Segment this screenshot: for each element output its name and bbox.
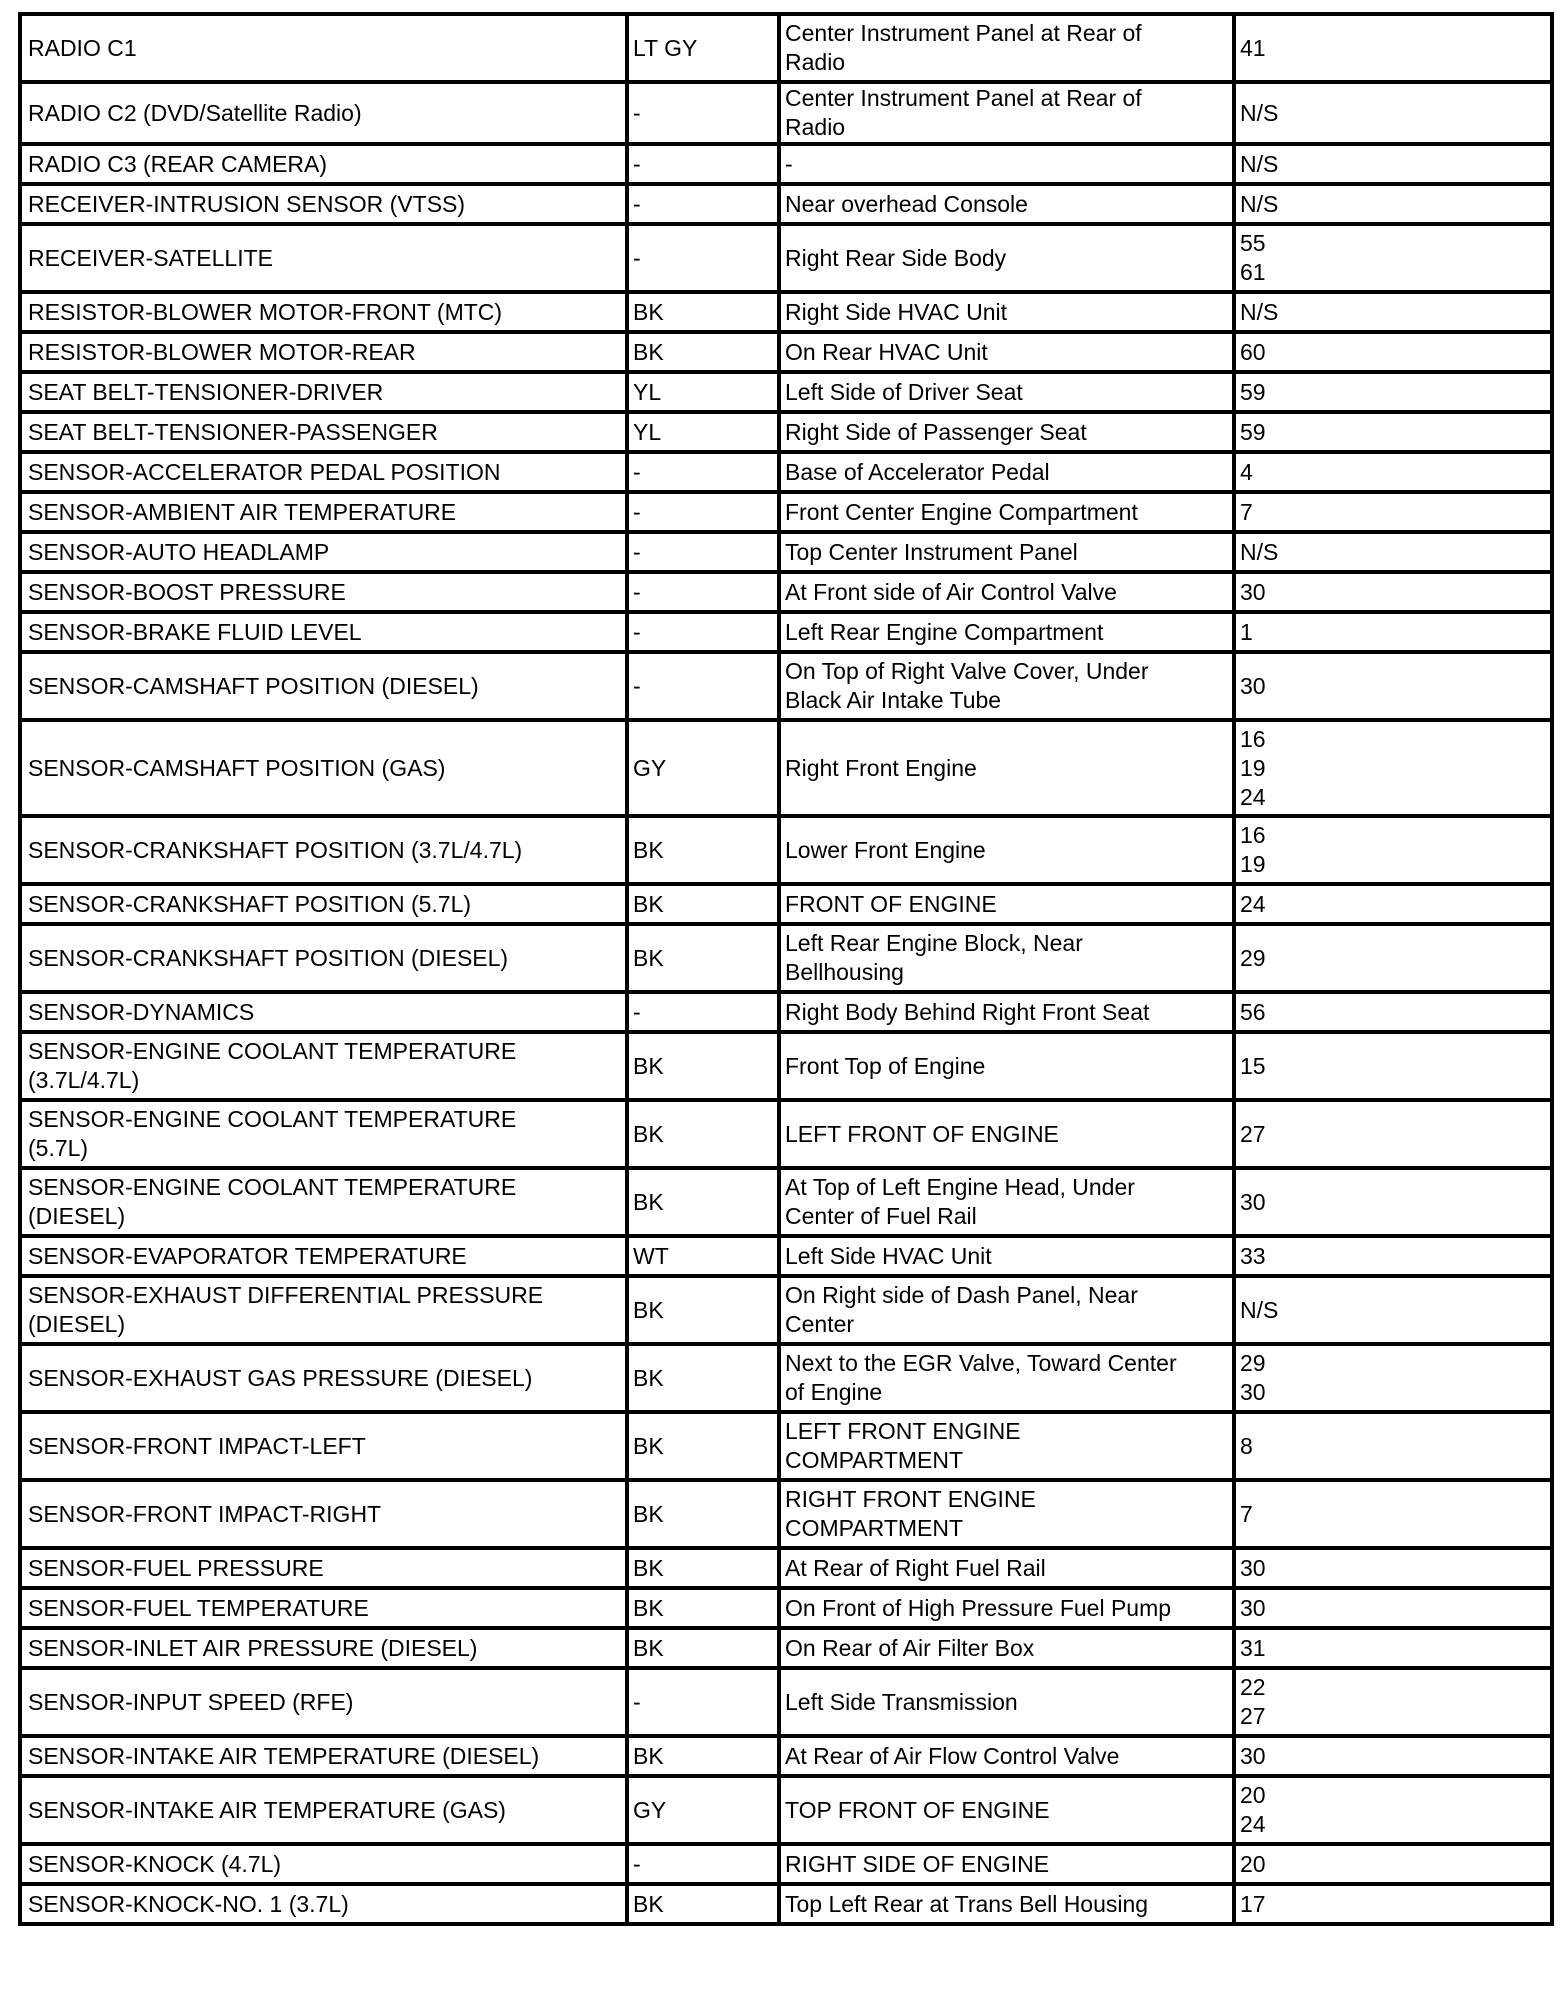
location-cell: Near overhead Console	[779, 184, 1234, 224]
location-cell: Left Side of Driver Seat	[779, 372, 1234, 412]
connector-color-cell: BK	[627, 924, 779, 992]
component-name-cell: SENSOR-ENGINE COOLANT TEMPERATURE (DIESEL)	[20, 1168, 627, 1236]
figure-number-cell: 22 27	[1234, 1668, 1552, 1736]
location-cell: LEFT FRONT OF ENGINE	[779, 1100, 1234, 1168]
component-name-cell: SEAT BELT-TENSIONER-PASSENGER	[20, 412, 627, 452]
figure-number-cell: 30	[1234, 1736, 1552, 1776]
connector-color-cell: BK	[627, 1548, 779, 1588]
location-cell: RIGHT FRONT ENGINE COMPARTMENT	[779, 1480, 1234, 1548]
component-name-cell: SENSOR-INPUT SPEED (RFE)	[20, 1668, 627, 1736]
location-cell: Left Rear Engine Compartment	[779, 612, 1234, 652]
location-cell: -	[779, 144, 1234, 184]
component-name-cell: SENSOR-FRONT IMPACT-RIGHT	[20, 1480, 627, 1548]
location-cell: At Rear of Air Flow Control Valve	[779, 1736, 1234, 1776]
connector-color-cell: -	[627, 652, 779, 720]
table-row	[20, 1344, 1552, 1412]
location-cell: Left Side HVAC Unit	[779, 1236, 1234, 1276]
component-name-cell: SENSOR-CAMSHAFT POSITION (GAS)	[20, 720, 627, 816]
component-name-cell: SENSOR-ENGINE COOLANT TEMPERATURE (5.7L)	[20, 1100, 627, 1168]
location-cell: On Rear HVAC Unit	[779, 332, 1234, 372]
table-row	[20, 224, 1552, 292]
location-cell: Right Side HVAC Unit	[779, 292, 1234, 332]
component-name-cell: SENSOR-FUEL PRESSURE	[20, 1548, 627, 1588]
component-name-cell: SENSOR-EXHAUST GAS PRESSURE (DIESEL)	[20, 1344, 627, 1412]
table-row	[20, 1844, 1552, 1884]
table-row	[20, 1884, 1552, 1924]
figure-number-cell: 30	[1234, 572, 1552, 612]
location-cell: On Front of High Pressure Fuel Pump	[779, 1588, 1234, 1628]
connector-color-cell: YL	[627, 372, 779, 412]
location-cell: Top Left Rear at Trans Bell Housing	[779, 1884, 1234, 1924]
table-row	[20, 1276, 1552, 1344]
location-cell: Left Side Transmission	[779, 1668, 1234, 1736]
connector-color-cell: -	[627, 184, 779, 224]
connector-color-cell: BK	[627, 884, 779, 924]
figure-number-cell: 30	[1234, 1588, 1552, 1628]
figure-number-cell: 4	[1234, 452, 1552, 492]
connector-color-cell: -	[627, 532, 779, 572]
component-name-cell: SEAT BELT-TENSIONER-DRIVER	[20, 372, 627, 412]
table-row	[20, 1548, 1552, 1588]
location-cell: Base of Accelerator Pedal	[779, 452, 1234, 492]
component-name-cell: RESISTOR-BLOWER MOTOR-FRONT (MTC)	[20, 292, 627, 332]
figure-number-cell: 41	[1234, 14, 1552, 82]
figure-number-cell: N/S	[1234, 1276, 1552, 1344]
table-row	[20, 992, 1552, 1032]
figure-number-cell: N/S	[1234, 144, 1552, 184]
location-cell: Center Instrument Panel at Rear of Radio	[779, 82, 1234, 144]
table-row	[20, 332, 1552, 372]
table-row	[20, 884, 1552, 924]
connector-color-cell: -	[627, 1668, 779, 1736]
figure-number-cell: 29	[1234, 924, 1552, 992]
figure-number-cell: 20 24	[1234, 1776, 1552, 1844]
location-cell: Right Side of Passenger Seat	[779, 412, 1234, 452]
connector-color-cell: BK	[627, 1588, 779, 1628]
component-name-cell: SENSOR-INTAKE AIR TEMPERATURE (DIESEL)	[20, 1736, 627, 1776]
location-cell: On Rear of Air Filter Box	[779, 1628, 1234, 1668]
table-row	[20, 1776, 1552, 1844]
component-name-cell: RADIO C2 (DVD/Satellite Radio)	[20, 82, 627, 144]
table-row	[20, 292, 1552, 332]
location-cell: LEFT FRONT ENGINE COMPARTMENT	[779, 1412, 1234, 1480]
table-row	[20, 82, 1552, 144]
table-row	[20, 1736, 1552, 1776]
location-cell: Front Top of Engine	[779, 1032, 1234, 1100]
component-name-cell: SENSOR-KNOCK (4.7L)	[20, 1844, 627, 1884]
figure-number-cell: N/S	[1234, 532, 1552, 572]
connector-color-cell: BK	[627, 1412, 779, 1480]
component-name-cell: RESISTOR-BLOWER MOTOR-REAR	[20, 332, 627, 372]
table-row	[20, 1236, 1552, 1276]
table-row	[20, 184, 1552, 224]
connector-color-cell: -	[627, 452, 779, 492]
table-row	[20, 612, 1552, 652]
table-row	[20, 1032, 1552, 1100]
location-cell: Right Body Behind Right Front Seat	[779, 992, 1234, 1032]
component-name-cell: SENSOR-ENGINE COOLANT TEMPERATURE (3.7L/4.7L)	[20, 1032, 627, 1100]
location-cell: Left Rear Engine Block, Near Bellhousing	[779, 924, 1234, 992]
connector-color-cell: BK	[627, 1276, 779, 1344]
component-name-cell: RECEIVER-INTRUSION SENSOR (VTSS)	[20, 184, 627, 224]
table-row	[20, 720, 1552, 816]
connector-color-cell: -	[627, 492, 779, 532]
connector-color-cell: BK	[627, 1884, 779, 1924]
connector-color-cell: YL	[627, 412, 779, 452]
component-name-cell: SENSOR-CAMSHAFT POSITION (DIESEL)	[20, 652, 627, 720]
component-name-cell: SENSOR-ACCELERATOR PEDAL POSITION	[20, 452, 627, 492]
connector-location-table	[18, 12, 1554, 1926]
connector-color-cell: -	[627, 82, 779, 144]
component-name-cell: SENSOR-FUEL TEMPERATURE	[20, 1588, 627, 1628]
connector-color-cell: LT GY	[627, 14, 779, 82]
location-cell: Lower Front Engine	[779, 816, 1234, 884]
component-name-cell: SENSOR-CRANKSHAFT POSITION (DIESEL)	[20, 924, 627, 992]
table-row	[20, 492, 1552, 532]
location-cell: Center Instrument Panel at Rear of Radio	[779, 14, 1234, 82]
connector-color-cell: -	[627, 144, 779, 184]
figure-number-cell: 31	[1234, 1628, 1552, 1668]
connector-color-cell: BK	[627, 1032, 779, 1100]
component-name-cell: SENSOR-FRONT IMPACT-LEFT	[20, 1412, 627, 1480]
figure-number-cell: 59	[1234, 372, 1552, 412]
location-cell: Right Front Engine	[779, 720, 1234, 816]
figure-number-cell: 24	[1234, 884, 1552, 924]
location-cell: Next to the EGR Valve, Toward Center of Engine	[779, 1344, 1234, 1412]
table-row	[20, 14, 1552, 82]
connector-color-cell: BK	[627, 1344, 779, 1412]
component-name-cell: SENSOR-INLET AIR PRESSURE (DIESEL)	[20, 1628, 627, 1668]
connector-color-cell: BK	[627, 292, 779, 332]
figure-number-cell: 59	[1234, 412, 1552, 452]
component-name-cell: RADIO C1	[20, 14, 627, 82]
table-row	[20, 816, 1552, 884]
connector-color-cell: -	[627, 992, 779, 1032]
table-row	[20, 452, 1552, 492]
figure-number-cell: N/S	[1234, 82, 1552, 144]
connector-color-cell: -	[627, 224, 779, 292]
table-row	[20, 372, 1552, 412]
figure-number-cell: 16 19 24	[1234, 720, 1552, 816]
figure-number-cell: 30	[1234, 1168, 1552, 1236]
connector-color-cell: -	[627, 1844, 779, 1884]
figure-number-cell: 20	[1234, 1844, 1552, 1884]
component-name-cell: SENSOR-DYNAMICS	[20, 992, 627, 1032]
table-row	[20, 1480, 1552, 1548]
connector-color-cell: WT	[627, 1236, 779, 1276]
table-row	[20, 1412, 1552, 1480]
connector-color-cell: BK	[627, 1168, 779, 1236]
location-cell: At Front side of Air Control Valve	[779, 572, 1234, 612]
component-name-cell: SENSOR-AMBIENT AIR TEMPERATURE	[20, 492, 627, 532]
figure-number-cell: 7	[1234, 492, 1552, 532]
figure-number-cell: 60	[1234, 332, 1552, 372]
location-cell: Right Rear Side Body	[779, 224, 1234, 292]
connector-color-cell: BK	[627, 1100, 779, 1168]
component-name-cell: SENSOR-CRANKSHAFT POSITION (3.7L/4.7L)	[20, 816, 627, 884]
figure-number-cell: 17	[1234, 1884, 1552, 1924]
figure-number-cell: 56	[1234, 992, 1552, 1032]
figure-number-cell: 1	[1234, 612, 1552, 652]
figure-number-cell: 29 30	[1234, 1344, 1552, 1412]
component-name-cell: RADIO C3 (REAR CAMERA)	[20, 144, 627, 184]
location-cell: On Right side of Dash Panel, Near Center	[779, 1276, 1234, 1344]
component-name-cell: SENSOR-KNOCK-NO. 1 (3.7L)	[20, 1884, 627, 1924]
table-row	[20, 1168, 1552, 1236]
figure-number-cell: 30	[1234, 1548, 1552, 1588]
component-name-cell: RECEIVER-SATELLITE	[20, 224, 627, 292]
location-cell: TOP FRONT OF ENGINE	[779, 1776, 1234, 1844]
table-row	[20, 1668, 1552, 1736]
location-cell: RIGHT SIDE OF ENGINE	[779, 1844, 1234, 1884]
connector-color-cell: GY	[627, 720, 779, 816]
connector-color-cell: -	[627, 612, 779, 652]
component-name-cell: SENSOR-CRANKSHAFT POSITION (5.7L)	[20, 884, 627, 924]
table-row	[20, 532, 1552, 572]
connector-color-cell: GY	[627, 1776, 779, 1844]
table-row	[20, 1100, 1552, 1168]
figure-number-cell: 15	[1234, 1032, 1552, 1100]
component-name-cell: SENSOR-INTAKE AIR TEMPERATURE (GAS)	[20, 1776, 627, 1844]
table-row	[20, 1588, 1552, 1628]
figure-number-cell: 7	[1234, 1480, 1552, 1548]
component-name-cell: SENSOR-AUTO HEADLAMP	[20, 532, 627, 572]
component-name-cell: SENSOR-BRAKE FLUID LEVEL	[20, 612, 627, 652]
figure-number-cell: 33	[1234, 1236, 1552, 1276]
location-cell: On Top of Right Valve Cover, Under Black Air Intake Tube	[779, 652, 1234, 720]
figure-number-cell: 16 19	[1234, 816, 1552, 884]
location-cell: Front Center Engine Compartment	[779, 492, 1234, 532]
table-row	[20, 572, 1552, 612]
table-row	[20, 924, 1552, 992]
table-row	[20, 652, 1552, 720]
figure-number-cell: 8	[1234, 1412, 1552, 1480]
table-row	[20, 1628, 1552, 1668]
component-name-cell: SENSOR-EXHAUST DIFFERENTIAL PRESSURE (DIESEL)	[20, 1276, 627, 1344]
figure-number-cell: 55 61	[1234, 224, 1552, 292]
location-cell: Top Center Instrument Panel	[779, 532, 1234, 572]
connector-color-cell: BK	[627, 332, 779, 372]
figure-number-cell: 27	[1234, 1100, 1552, 1168]
connector-color-cell: BK	[627, 1480, 779, 1548]
figure-number-cell: 30	[1234, 652, 1552, 720]
table-row	[20, 144, 1552, 184]
component-name-cell: SENSOR-EVAPORATOR TEMPERATURE	[20, 1236, 627, 1276]
location-cell: FRONT OF ENGINE	[779, 884, 1234, 924]
table-row	[20, 412, 1552, 452]
component-name-cell: SENSOR-BOOST PRESSURE	[20, 572, 627, 612]
figure-number-cell: N/S	[1234, 292, 1552, 332]
connector-color-cell: BK	[627, 816, 779, 884]
connector-color-cell: BK	[627, 1628, 779, 1668]
connector-color-cell: -	[627, 572, 779, 612]
location-cell: At Rear of Right Fuel Rail	[779, 1548, 1234, 1588]
figure-number-cell: N/S	[1234, 184, 1552, 224]
location-cell: At Top of Left Engine Head, Under Center of Fuel Rail	[779, 1168, 1234, 1236]
connector-color-cell: BK	[627, 1736, 779, 1776]
